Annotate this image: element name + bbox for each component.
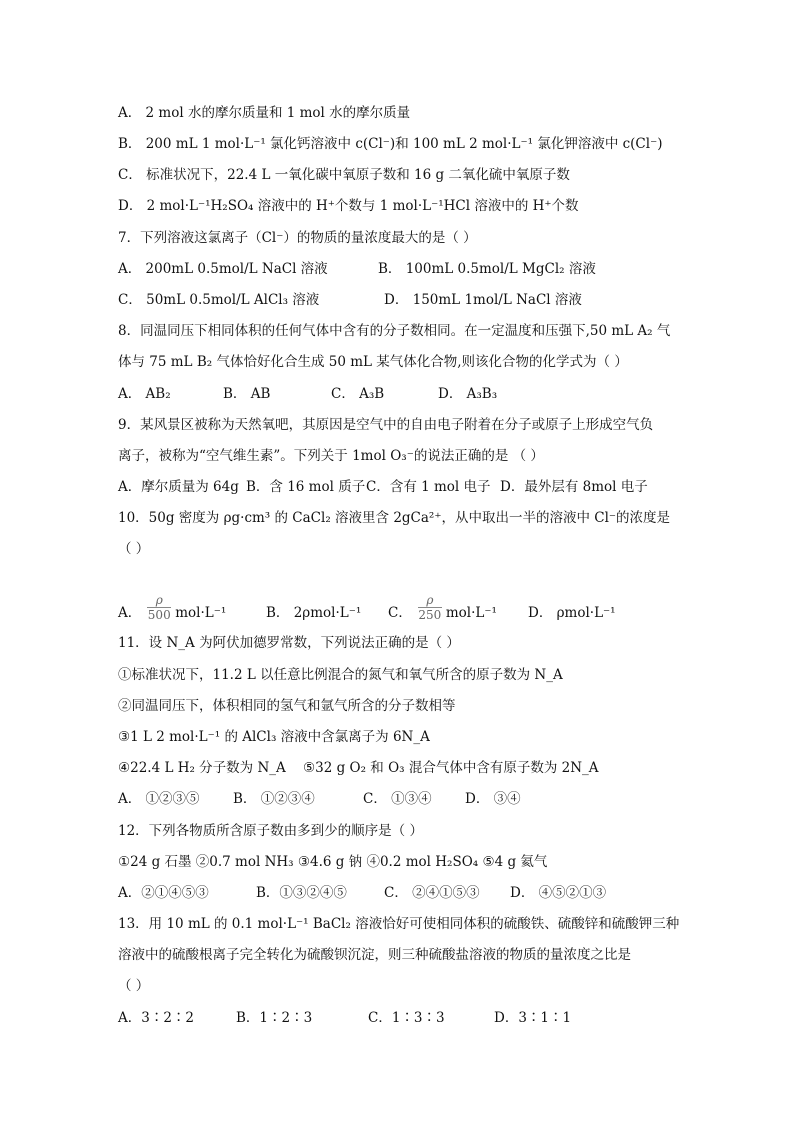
q13-options: [118, 1009, 571, 1027]
q13-stem-line2: 溶液中的硫酸根离子完全转化为硫酸钡沉淀，则三种硫酸盐溶液的物质的量浓度之比是: [118, 947, 631, 963]
q11-statements-4-5: [118, 759, 599, 777]
q11-option-a: A． ①②③⑤: [118, 791, 200, 807]
q10-option-a-fraction: $\frac{\rho}{500}$: [147, 593, 171, 622]
q12-option-b: B．①③②④⑤: [256, 885, 347, 901]
q11-statement-4: ④22.4 L H₂ 分子数为 N_A: [118, 760, 286, 776]
q12-items: ①24 g 石墨 ②0.7 mol NH₃ ③4.6 g 钠 ④0.2 mol H₂SO₄ ⑤4 g 氦气: [118, 854, 548, 870]
q7-option-b: B． 100mL 0.5mol/L MgCl₂ 溶液: [378, 261, 596, 277]
q7-option-d: D． 150mL 1mol/L NaCl 溶液: [384, 292, 582, 308]
q10-option-c-fraction: $\frac{\rho}{250}$: [418, 593, 442, 622]
q12-stem: 12．下列各物质所含原子数由多到少的顺序是（ ）: [118, 823, 423, 839]
q10-stem-line2: （ ）: [118, 541, 150, 557]
q10-option-c: C． $\frac{\rho}{250}$ mol·L⁻¹: [388, 593, 497, 622]
q11-statement-2: ②同温同压下，体积相同的氢气和氩气所含的分子数相等: [118, 698, 456, 714]
q9-option-a: A．摩尔质量为 64g: [118, 479, 239, 495]
q9-options: [118, 478, 648, 496]
q12-option-c: C． ②④①⑤③: [384, 885, 480, 901]
q13-stem-line1: 13．用 10 mL 的 0.1 mol·L⁻¹ BaCl₂ 溶液恰好可使相同体积的硫酸铁、硫酸锌和硫酸钾三种: [118, 916, 680, 932]
q6-option-a: A． 2 mol 水的摩尔质量和 1 mol 水的摩尔质量: [118, 105, 411, 121]
q11-statement-1: ①标准状况下，11.2 L 以任意比例混合的氮气和氧气所含的原子数为 N_A: [118, 667, 563, 683]
q10-options: [118, 593, 616, 628]
q6-option-b: B． 200 mL 1 mol·L⁻¹ 氯化钙溶液中 c(Cl⁻)和 100 mL 2 mol·L⁻¹ 氯化钾溶液中 c(Cl⁻): [118, 136, 663, 152]
q7-stem: 7．下列溶液这氯离子（Cl⁻）的物质的量浓度最大的是（ ）: [118, 230, 477, 246]
q7-options-row1: [118, 260, 596, 278]
q8-stem-line2: 体与 75 mL B₂ 气体恰好化合生成 50 mL 某气体化合物,则该化合物的化学式为（ ）: [118, 354, 628, 370]
q9-option-c: C．含有 1 mol 电子: [366, 479, 491, 495]
q10-option-d: D． ρmol·L⁻¹: [528, 605, 616, 621]
q11-stem: 11．设 N_A 为阿伏加德罗常数，下列说法正确的是（ ）: [118, 635, 460, 651]
q11-option-b: B． ①②③④: [233, 791, 315, 807]
q11-options: [118, 790, 521, 808]
q8-options: [118, 385, 497, 403]
q7-option-a: A． 200mL 0.5mol/L NaCl 溶液: [118, 261, 328, 277]
q13-option-d: D．3∶1∶1: [494, 1010, 572, 1026]
q8-option-b: B． AB: [223, 386, 271, 402]
q11-option-d: D． ③④: [465, 791, 521, 807]
q10-option-b: B． 2ρmol·L⁻¹: [266, 605, 362, 621]
q7-options-row2: [118, 291, 582, 309]
q10-stem-line1: 10．50g 密度为 ρg·cm³ 的 CaCl₂ 溶液里含 2gCa²⁺，从中取出一半的溶液中 Cl⁻的浓度是: [118, 510, 671, 526]
q11-statement-5: ⑤32 g O₂ 和 O₃ 混合气体中含有原子数为 2N_A: [303, 760, 599, 776]
q12-options: [118, 884, 606, 902]
q11-statement-3: ③1 L 2 mol·L⁻¹ 的 AlCl₃ 溶液中含氯离子为 6N_A: [118, 729, 430, 745]
q13-option-c: C．1∶3∶3: [368, 1010, 445, 1026]
q9-option-b: B．含 16 mol 质子: [246, 479, 366, 495]
q9-stem-line1: 9．某风景区被称为天然氧吧，其原因是空气中的自由电子附着在分子或原子上形成空气负: [118, 417, 654, 433]
q11-option-c: C． ①③④: [363, 791, 432, 807]
q13-option-b: B．1∶2∶3: [236, 1010, 313, 1026]
q6-option-d: D． 2 mol·L⁻¹H₂SO₄ 溶液中的 H⁺个数与 1 mol·L⁻¹HCl 溶液中的 H⁺个数: [118, 198, 579, 214]
q6-option-c: C． 标准状况下，22.4 L 一氧化碳中氧原子数和 16 g 二氧化硫中氧原子数: [118, 167, 570, 183]
q10-option-a: A． $\frac{\rho}{500}$ mol·L⁻¹: [118, 593, 227, 622]
q8-stem-line1: 8．同温同压下相同体积的任何气体中含有的分子数相同。在一定温度和压强下,50 mL A₂ 气: [118, 323, 671, 339]
q9-option-d: D．最外层有 8mol 电子: [500, 479, 648, 495]
q8-option-a: A． AB₂: [118, 386, 171, 402]
q8-option-d: D． A₃B₃: [438, 386, 498, 402]
q7-option-c: C． 50mL 0.5mol/L AlCl₃ 溶液: [118, 292, 320, 308]
q13-stem-line3: （ ）: [118, 978, 150, 994]
q12-option-d: D． ④⑤②①③: [510, 885, 607, 901]
q13-option-a: A．3∶2∶2: [118, 1010, 195, 1026]
q8-option-c: C． A₃B: [331, 386, 385, 402]
q9-stem-line2: 离子，被称为“空气维生素”。下列关于 1mol O₃⁻的说法正确的是 （ ）: [118, 448, 544, 464]
q12-option-a: A．②①④⑤③: [118, 885, 209, 901]
